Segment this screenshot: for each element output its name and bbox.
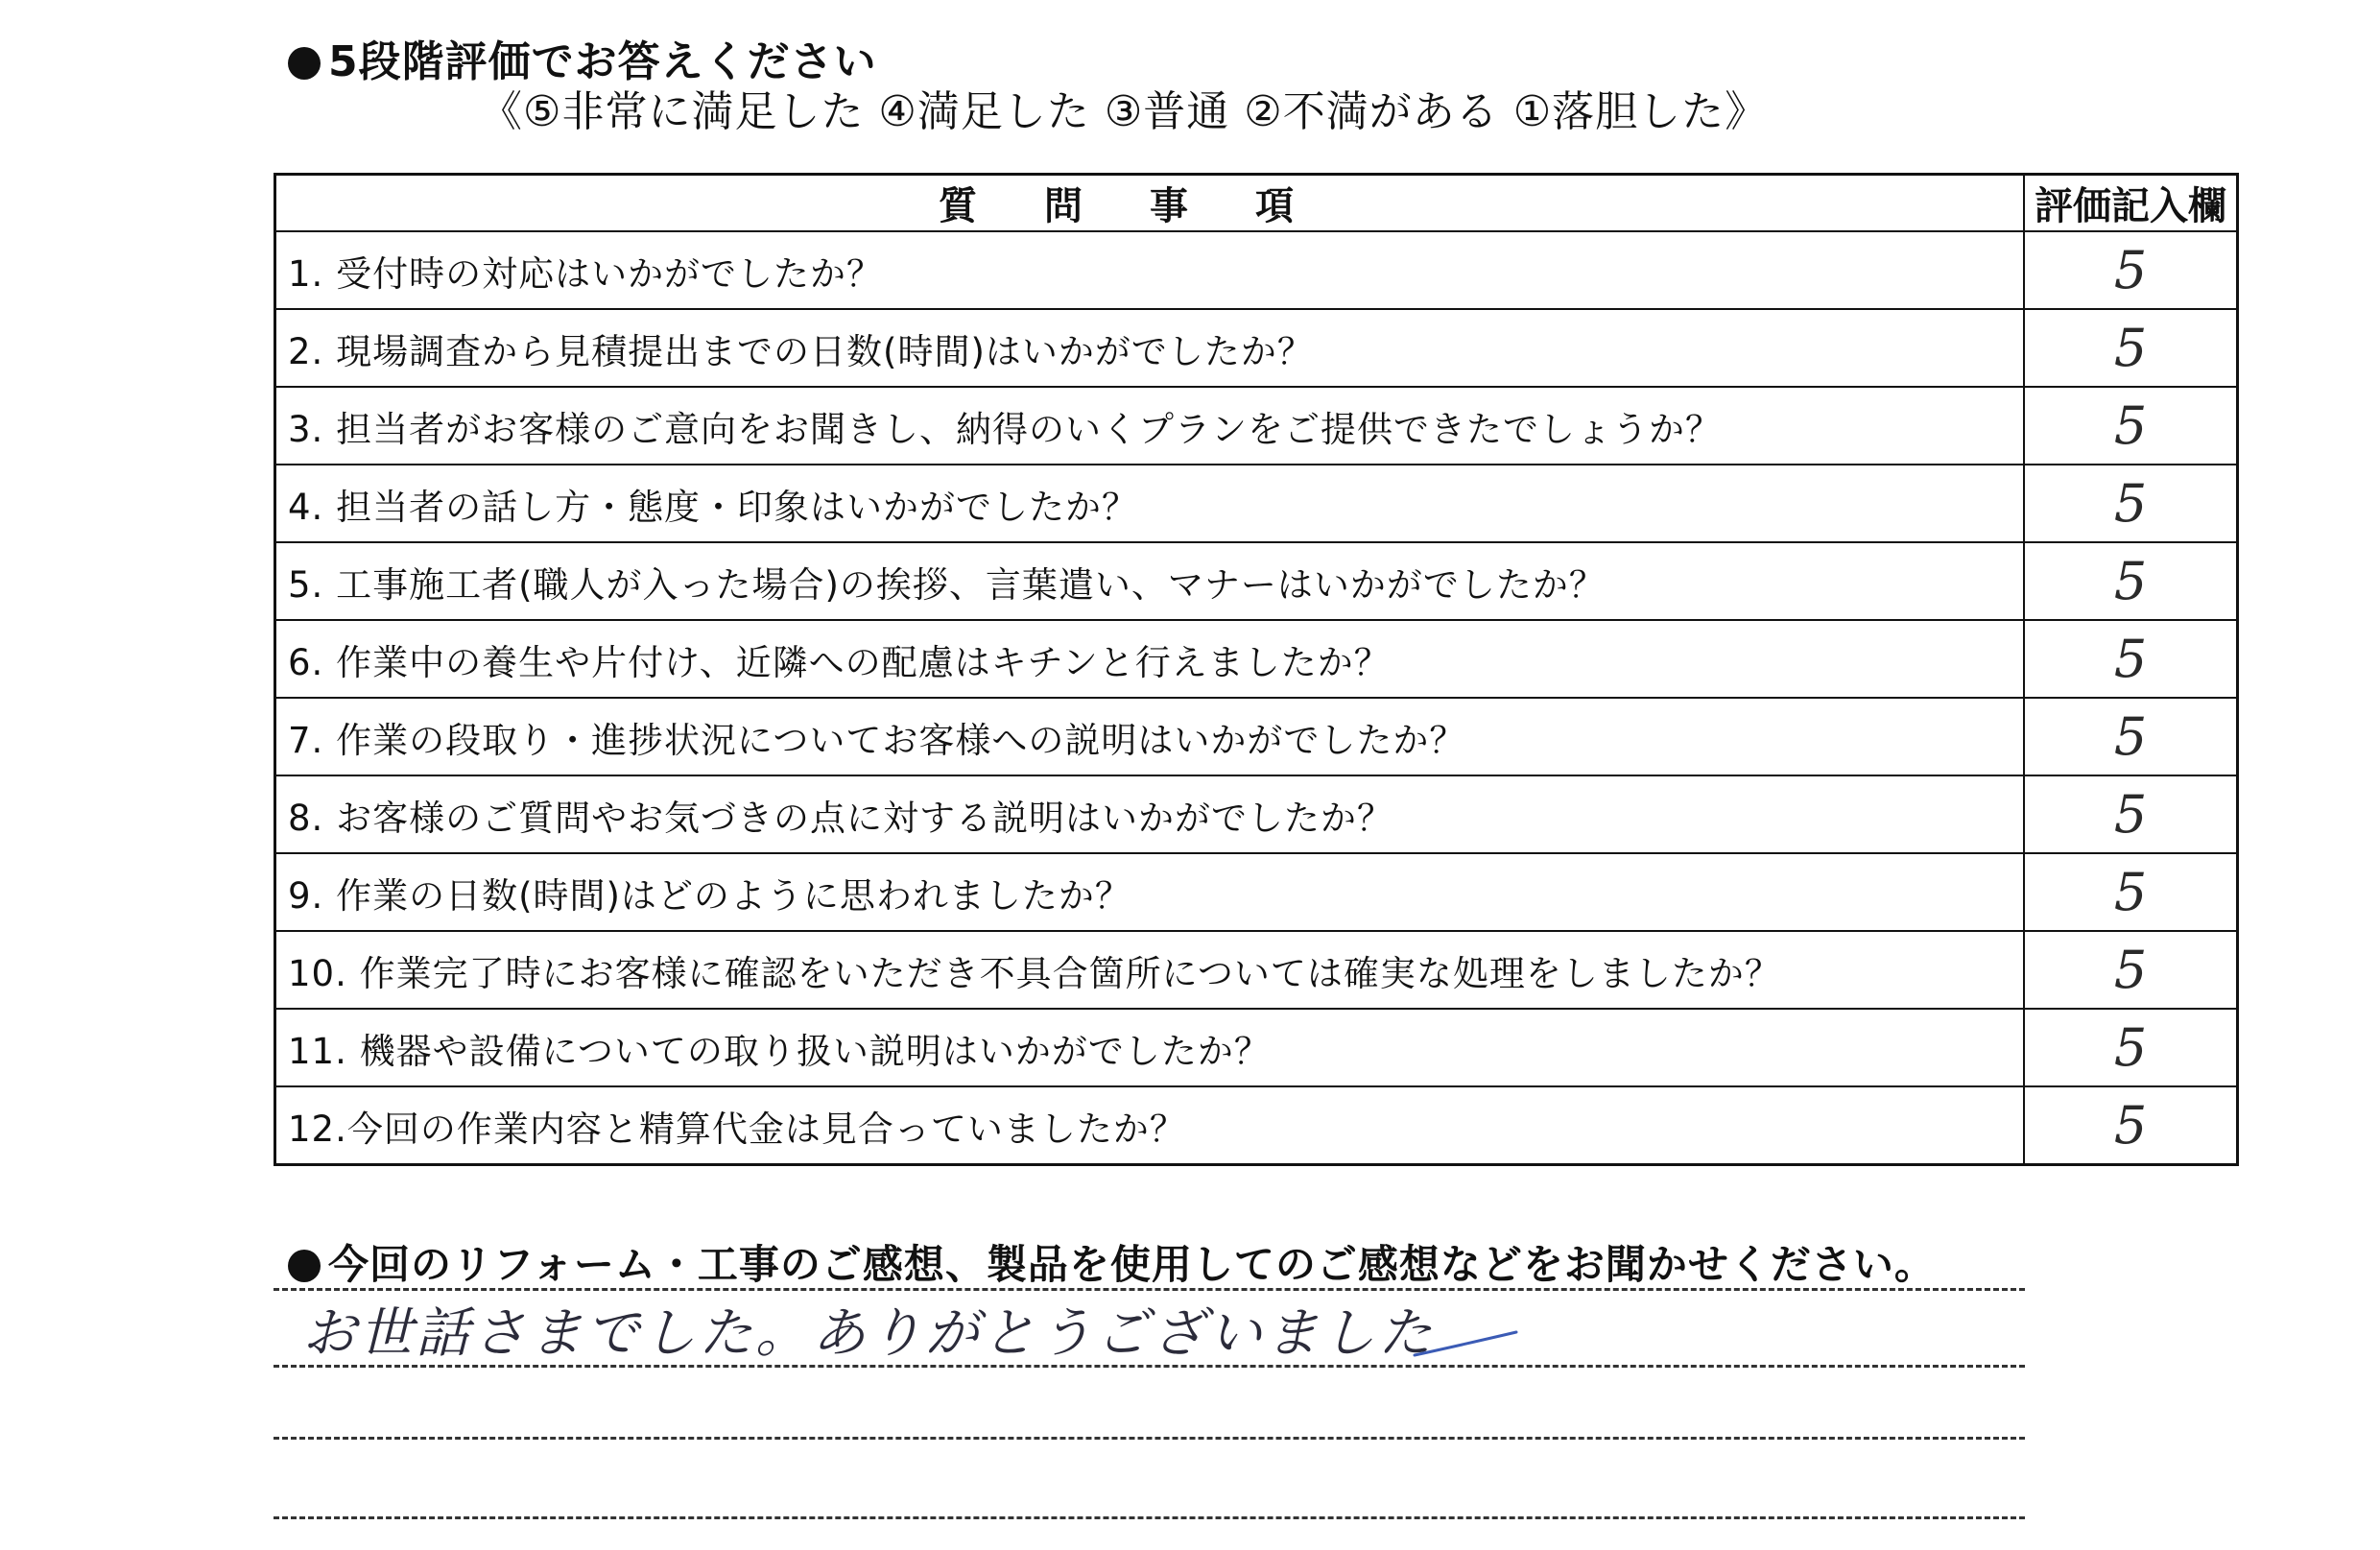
question-cell: 2. 現場調査から見積提出までの日数(時間)はいかがでしたか？ xyxy=(275,309,2025,387)
question-cell: 5. 工事施工者(職人が入った場合)の挨拶、言葉遣い、マナーはいかがでしたか？ xyxy=(275,542,2025,620)
rating-cell: 5 xyxy=(2024,931,2238,1009)
bullet-icon xyxy=(288,1250,321,1282)
bullet-icon xyxy=(288,47,321,80)
question-cell: 9. 作業の日数(時間)はどのように思われましたか？ xyxy=(275,853,2025,931)
question-cell: 1. 受付時の対応はいかがでしたか？ xyxy=(275,231,2025,309)
table-row xyxy=(275,853,2238,931)
table-row xyxy=(275,542,2238,620)
rating-cell: 5 xyxy=(2024,853,2238,931)
rating-column-header: 評価記入欄 xyxy=(2024,175,2238,232)
table-row xyxy=(275,1086,2238,1165)
handwritten-comment: お世話さまでした。ありがとうございました xyxy=(302,1302,1435,1365)
table-row xyxy=(275,775,2238,853)
rating-scale-legend: 《⑤非常に満足した ④満足した ③普通 ②不満がある ①落胆した》 xyxy=(480,87,1769,136)
rating-cell: 5 xyxy=(2024,309,2238,387)
heading-text: 5段階評価でお答えください xyxy=(328,37,877,86)
pen-stroke-mark xyxy=(1411,1324,1526,1363)
table-row xyxy=(275,309,2238,387)
table-row xyxy=(275,1009,2238,1086)
question-cell: 7. 作業の段取り・進捗状況についてお客様への説明はいかがでしたか？ xyxy=(275,698,2025,775)
table-row xyxy=(275,698,2238,775)
comments-heading xyxy=(288,1233,1936,1291)
table-row xyxy=(275,387,2238,465)
comment-line xyxy=(274,1437,2025,1440)
rating-cell: 5 xyxy=(2024,698,2238,775)
rating-cell: 5 xyxy=(2024,387,2238,465)
table-row xyxy=(275,931,2238,1009)
rating-cell: 5 xyxy=(2024,231,2238,309)
rating-cell: 5 xyxy=(2024,465,2238,542)
rating-cell: 5 xyxy=(2024,542,2238,620)
table-row xyxy=(275,620,2238,698)
table-row xyxy=(275,231,2238,309)
question-column-header: 質問事項 xyxy=(275,175,2025,232)
rating-cell: 5 xyxy=(2024,775,2238,853)
comments-heading-text: 今回のリフォーム・工事のご感想、製品を使用してのご感想などをお聞かせください。 xyxy=(328,1241,1936,1288)
table-header-row xyxy=(275,175,2238,232)
question-cell: 11. 機器や設備についての取り扱い説明はいかがでしたか？ xyxy=(275,1009,2025,1086)
question-cell: 4. 担当者の話し方・態度・印象はいかがでしたか？ xyxy=(275,465,2025,542)
rating-cell: 5 xyxy=(2024,1009,2238,1086)
comment-line xyxy=(274,1516,2025,1519)
question-cell: 10. 作業完了時にお客様に確認をいただき不具合箇所については確実な処理をしましたか？ xyxy=(275,931,2025,1009)
question-cell: 3. 担当者がお客様のご意向をお聞きし、納得のいくプランをご提供できたでしょうか？ xyxy=(275,387,2025,465)
question-cell: 6. 作業中の養生や片付け、近隣への配慮はキチンと行えましたか？ xyxy=(275,620,2025,698)
rating-cell: 5 xyxy=(2024,1086,2238,1165)
question-cell: 8. お客様のご質問やお気づきの点に対する説明はいかがでしたか？ xyxy=(275,775,2025,853)
question-cell: 12.今回の作業内容と精算代金は見合っていましたか？ xyxy=(275,1086,2025,1165)
survey-table xyxy=(274,173,2239,1166)
rating-cell: 5 xyxy=(2024,620,2238,698)
table-row xyxy=(275,465,2238,542)
